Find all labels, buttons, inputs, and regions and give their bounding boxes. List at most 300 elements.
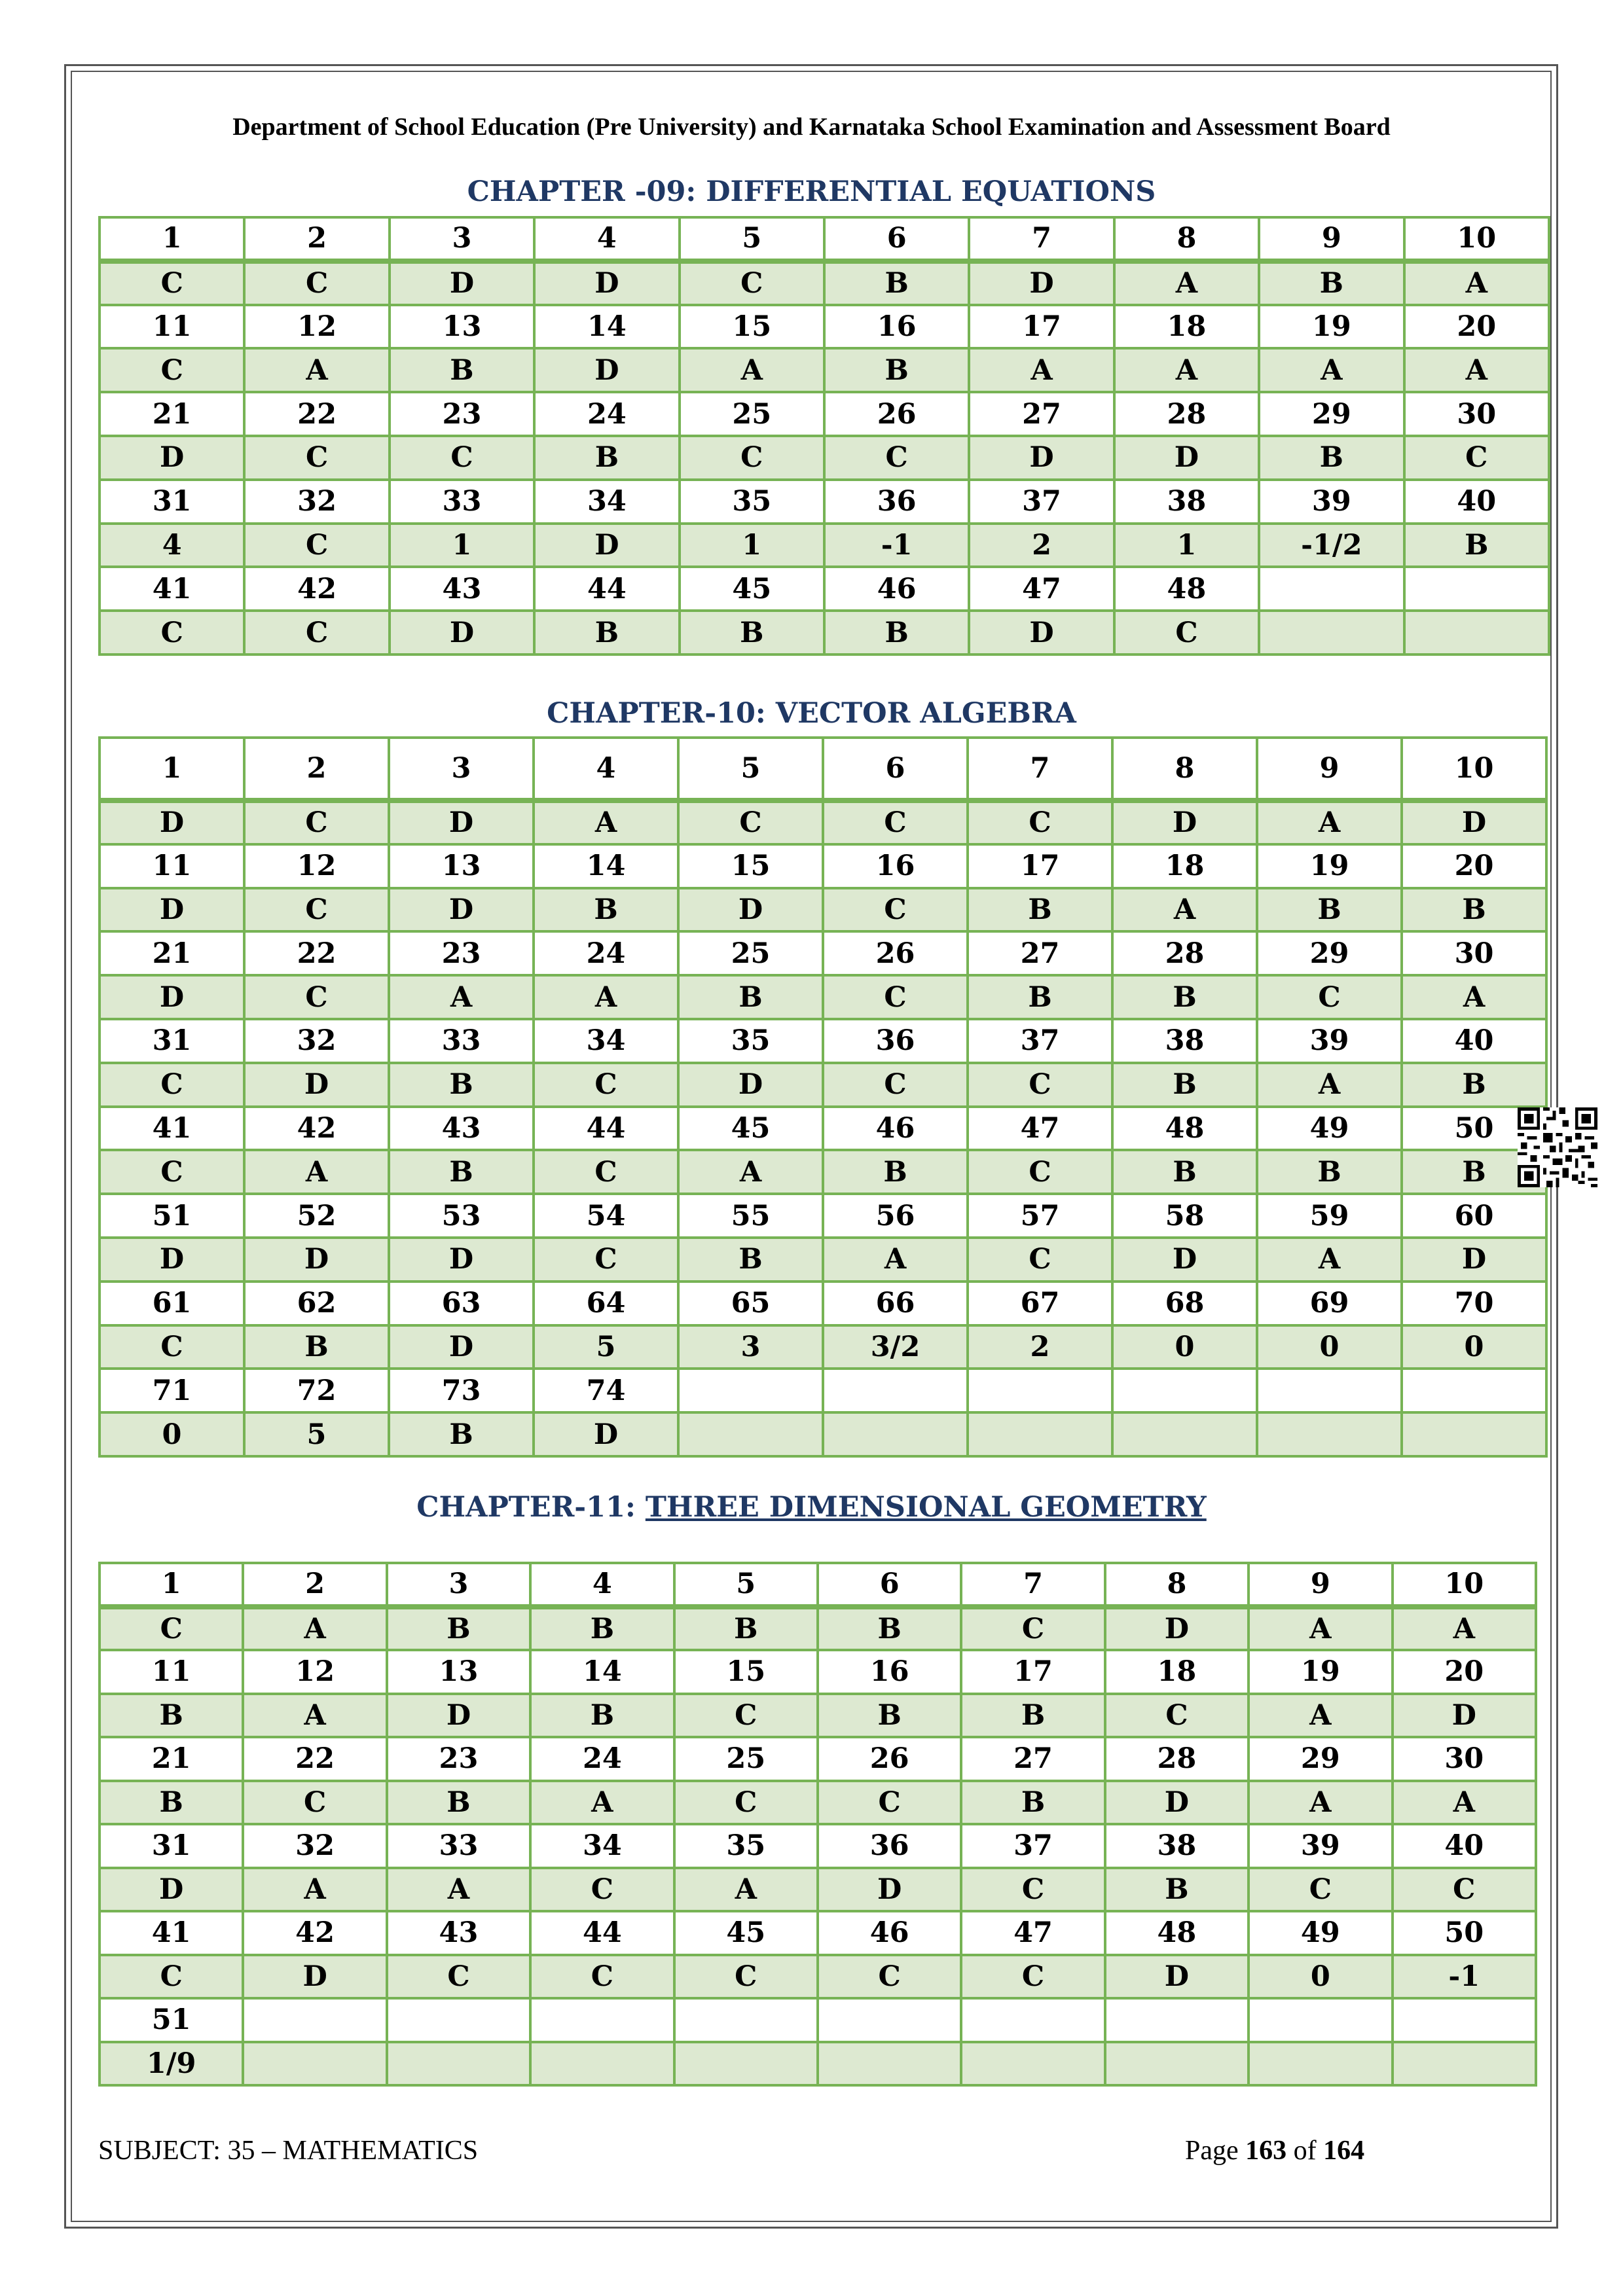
answer-cell: C [244,261,389,305]
question-number-cell: 36 [818,1824,961,1868]
question-number-cell: 69 [1257,1282,1402,1325]
answer-cell: A [243,1694,386,1738]
answer-cell: C [100,1955,243,1999]
answer-cell: C [968,1150,1112,1194]
chapter-10-title-main: VECTOR ALGEBRA [775,697,1076,730]
answer-cell: C [100,611,244,655]
answer-cell: C [678,800,823,844]
question-number-cell: 25 [674,1737,818,1781]
question-number-cell [1259,567,1404,611]
answer-cell: -1/2 [1259,524,1404,567]
question-number-cell: 32 [244,480,389,524]
answer-cell: A [1404,348,1549,392]
answer-cell: A [244,348,389,392]
answer-cell: A [387,1868,530,1912]
answer-cell: C [823,1063,968,1107]
question-number-row [100,1107,1546,1151]
answer-cell: C [1393,1868,1536,1912]
question-number-cell: 62 [244,1282,389,1325]
answer-cell: B [1112,1150,1257,1194]
question-number-cell: 33 [387,1824,530,1868]
question-number-cell: 16 [818,1650,961,1694]
answer-cell: C [530,1955,674,1999]
answer-cell: A [1259,348,1404,392]
answer-cell: C [674,1781,818,1825]
answer-cell: B [1404,524,1549,567]
answer-cell: A [1249,1781,1392,1825]
answer-cell: C [534,1063,678,1107]
question-number-cell: 27 [969,392,1114,436]
question-number-cell [818,1998,961,2042]
answer-cell: D [389,888,534,932]
chapter-11-title-main: THREE DIMENSIONAL GEOMETRY [645,1491,1207,1524]
answer-cell: 1/9 [100,2042,243,2086]
answer-cell: C [534,1150,678,1194]
answer-cell [968,1412,1112,1456]
question-number-row [100,567,1549,611]
question-number-row [100,217,1549,261]
answer-cell: A [1393,1607,1536,1651]
answer-cell: A [680,348,824,392]
question-number-cell [1404,567,1549,611]
answer-cell: D [389,1238,534,1282]
question-number-cell [1105,1998,1249,2042]
question-number-cell [1402,1369,1546,1412]
answer-cell [1249,2042,1392,2086]
question-number-cell: 71 [100,1369,244,1412]
question-number-cell: 24 [534,392,679,436]
question-number-cell: 21 [100,931,244,975]
answer-cell: B [1112,1063,1257,1107]
question-number-cell: 34 [534,480,679,524]
answer-cell: B [387,1781,530,1825]
question-number-cell: 38 [1114,480,1259,524]
answer-cell: 3/2 [823,1325,968,1369]
answer-cell: B [968,975,1112,1019]
answer-cell: 2 [968,1325,1112,1369]
question-number-cell: 25 [678,931,823,975]
question-number-cell: 26 [823,931,968,975]
question-number-cell: 45 [678,1107,823,1151]
question-number-cell: 12 [244,844,389,888]
answer-cell: B [961,1694,1104,1738]
answer-cell: B [818,1607,961,1651]
answer-cell: C [244,436,389,480]
answer-cell: B [1259,261,1404,305]
question-number-cell: 21 [100,1737,243,1781]
answer-cell: -1 [824,524,969,567]
question-number-cell: 46 [818,1911,961,1955]
answer-cell: C [961,1607,1104,1651]
answer-cell: D [1105,1607,1249,1651]
answer-cell: C [100,348,244,392]
question-number-cell: 46 [823,1107,968,1151]
qr-code-icon[interactable] [1518,1107,1597,1187]
answer-row [100,261,1549,305]
answer-row [100,1150,1546,1194]
footer-page-prefix: Page [1185,2136,1246,2166]
answer-cell: A [243,1868,386,1912]
answer-cell: D [534,524,679,567]
question-number-row [100,1824,1536,1868]
chapter-09-title-main: DIFFERENTIAL EQUATIONS [706,175,1156,208]
question-number-cell: 49 [1257,1107,1402,1151]
question-number-cell: 4 [534,217,679,261]
answer-cell: B [824,261,969,305]
answer-cell [1105,2042,1249,2086]
question-number-cell: 34 [530,1824,674,1868]
answer-cell: C [244,888,389,932]
answer-cell: B [824,348,969,392]
answer-cell: A [1114,261,1259,305]
answer-cell: A [1112,888,1257,932]
question-number-cell: 5 [680,217,824,261]
question-number-cell: 48 [1112,1107,1257,1151]
question-number-cell: 1 [100,738,244,800]
question-number-cell: 38 [1105,1824,1249,1868]
answer-cell: C [244,975,389,1019]
question-number-cell: 2 [243,1563,386,1607]
question-number-cell: 54 [534,1194,678,1238]
question-number-cell: 8 [1114,217,1259,261]
question-number-cell: 63 [389,1282,534,1325]
answer-cell: A [969,348,1114,392]
question-number-cell: 14 [530,1650,674,1694]
answer-cell: C [100,1063,244,1107]
question-number-cell: 14 [534,844,678,888]
chapter-11-title-prefix: CHAPTER-11: [416,1491,646,1524]
question-number-row [100,1737,1536,1781]
answer-cell: C [823,888,968,932]
question-number-cell: 42 [243,1911,386,1955]
question-number-cell [530,1998,674,2042]
question-number-cell: 44 [530,1911,674,1955]
question-number-cell: 40 [1404,480,1549,524]
question-number-cell: 5 [678,738,823,800]
question-number-row [100,1998,1536,2042]
question-number-cell: 6 [824,217,969,261]
answer-cell: B [1105,1868,1249,1912]
question-number-cell: 3 [389,738,534,800]
answer-cell: D [244,1063,389,1107]
question-number-cell: 41 [100,1911,243,1955]
footer-page-current: 163 [1245,2136,1287,2166]
answer-cell: B [1402,888,1546,932]
question-number-cell [243,1998,386,2042]
answer-cell: B [818,1694,961,1738]
question-number-cell: 16 [824,305,969,349]
question-number-cell: 39 [1257,1019,1402,1063]
answer-row [100,1694,1536,1738]
answer-cell: B [1402,1150,1546,1194]
question-number-cell: 48 [1114,567,1259,611]
question-number-row [100,1911,1536,1955]
answer-cell: D [1105,1955,1249,1999]
question-number-cell: 51 [100,1194,244,1238]
answer-cell: D [100,800,244,844]
answer-cell: B [389,1412,534,1456]
answer-cell [823,1412,968,1456]
question-number-cell: 15 [678,844,823,888]
question-number-cell: 17 [961,1650,1104,1694]
answer-cell: B [530,1607,674,1651]
question-number-cell: 18 [1112,844,1257,888]
answer-cell: A [1257,1238,1402,1282]
question-number-cell: 36 [824,480,969,524]
answer-cell: B [389,1063,534,1107]
answer-cell: 3 [678,1325,823,1369]
question-number-cell: 5 [674,1563,818,1607]
answer-cell: B [1402,1063,1546,1107]
answer-cell: D [969,261,1114,305]
answer-cell: C [818,1781,961,1825]
question-number-row [100,392,1549,436]
question-number-cell: 45 [680,567,824,611]
chapter-09-title [0,175,1623,208]
answer-cell: B [678,975,823,1019]
answer-cell: D [100,1238,244,1282]
question-number-cell: 35 [678,1019,823,1063]
answer-cell: C [968,800,1112,844]
question-number-cell: 22 [244,931,389,975]
question-number-cell: 52 [244,1194,389,1238]
question-number-cell: 19 [1257,844,1402,888]
answer-row [100,1412,1546,1456]
question-number-cell: 13 [389,844,534,888]
question-number-cell: 8 [1105,1563,1249,1607]
question-number-cell: 17 [968,844,1112,888]
answer-cell: D [100,888,244,932]
answer-cell: 5 [244,1412,389,1456]
answer-cell: A [534,975,678,1019]
answer-cell: C [387,1955,530,1999]
answer-cell: 5 [534,1325,678,1369]
answer-cell: D [1105,1781,1249,1825]
answer-row [100,1063,1546,1107]
question-number-cell: 13 [387,1650,530,1694]
question-number-cell: 32 [244,1019,389,1063]
question-number-cell: 11 [100,1650,243,1694]
answer-cell: C [824,436,969,480]
question-number-cell: 34 [534,1019,678,1063]
answer-cell: D [818,1868,961,1912]
question-number-cell: 51 [100,1998,243,2042]
answer-cell: B [100,1694,243,1738]
answer-cell: A [530,1781,674,1825]
question-number-cell: 6 [818,1563,961,1607]
answer-cell: B [387,1607,530,1651]
answer-cell: D [1402,1238,1546,1282]
question-number-cell: 67 [968,1282,1112,1325]
answer-cell: C [100,1150,244,1194]
answer-cell: -1 [1393,1955,1536,1999]
chapter-10-answer-table [98,736,1548,1458]
answer-cell [1257,1412,1402,1456]
question-number-cell: 4 [530,1563,674,1607]
answer-cell: 0 [1257,1325,1402,1369]
question-number-cell: 19 [1249,1650,1392,1694]
answer-cell: A [534,800,678,844]
question-number-cell: 40 [1402,1019,1546,1063]
answer-cell: D [1402,800,1546,844]
question-number-cell: 30 [1404,392,1549,436]
question-number-cell: 43 [390,567,534,611]
answer-cell: C [244,611,389,655]
answer-cell: D [678,1063,823,1107]
footer-subject: SUBJECT: 35 – MATHEMATICS [98,2136,479,2166]
answer-row [100,436,1549,480]
question-number-cell: 9 [1259,217,1404,261]
question-number-cell: 27 [961,1737,1104,1781]
answer-row [100,800,1546,844]
answer-cell: A [1404,261,1549,305]
answer-row [100,1238,1546,1282]
chapter-11-answer-table [98,1562,1537,2087]
question-number-row [100,844,1546,888]
answer-row [100,524,1549,567]
question-number-cell: 58 [1112,1194,1257,1238]
question-number-cell: 16 [823,844,968,888]
answer-cell: D [678,888,823,932]
answer-cell: B [534,888,678,932]
footer-page-of: of [1286,2136,1324,2166]
answer-cell [1112,1412,1257,1456]
question-number-cell: 50 [1393,1911,1536,1955]
question-number-cell: 41 [100,1107,244,1151]
question-number-cell: 37 [969,480,1114,524]
answer-cell: 1 [390,524,534,567]
question-number-cell: 32 [243,1824,386,1868]
answer-cell: 0 [1249,1955,1392,1999]
answer-cell: 4 [100,524,244,567]
answer-cell: D [100,1868,243,1912]
answer-cell: C [100,1607,243,1651]
answer-cell: B [678,1238,823,1282]
answer-cell: C [968,1238,1112,1282]
answer-row [100,1868,1536,1912]
question-number-cell: 11 [100,844,244,888]
question-number-cell: 48 [1105,1911,1249,1955]
question-number-cell: 59 [1257,1194,1402,1238]
answer-cell [387,2042,530,2086]
question-number-cell: 53 [389,1194,534,1238]
answer-cell: A [674,1868,818,1912]
question-number-cell: 20 [1402,844,1546,888]
question-number-cell: 55 [678,1194,823,1238]
question-number-cell: 37 [961,1824,1104,1868]
answer-cell: C [674,1955,818,1999]
answer-cell: C [961,1868,1104,1912]
question-number-cell: 35 [674,1824,818,1868]
answer-cell: A [1249,1607,1392,1651]
answer-cell: C [244,524,389,567]
question-number-cell: 73 [389,1369,534,1412]
answer-cell: C [961,1955,1104,1999]
question-number-cell [1249,1998,1392,2042]
question-number-cell: 8 [1112,738,1257,800]
question-number-cell: 33 [389,1019,534,1063]
question-number-cell: 31 [100,1019,244,1063]
answer-cell: B [1257,1150,1402,1194]
answer-cell: B [389,1150,534,1194]
answer-cell [818,2042,961,2086]
answer-cell: C [1404,436,1549,480]
question-number-cell: 1 [100,217,244,261]
question-number-cell: 36 [823,1019,968,1063]
answer-cell: C [680,261,824,305]
question-number-cell: 19 [1259,305,1404,349]
question-number-cell: 43 [389,1107,534,1151]
answer-cell: B [390,348,534,392]
answer-cell: D [969,611,1114,655]
question-number-cell: 72 [244,1369,389,1412]
answer-cell: C [818,1955,961,1999]
answer-cell: 0 [100,1412,244,1456]
answer-cell [1393,2042,1536,2086]
answer-cell [1402,1412,1546,1456]
answer-cell: C [1114,611,1259,655]
question-number-cell: 25 [680,392,824,436]
question-number-cell: 2 [244,738,389,800]
question-number-cell: 42 [244,567,389,611]
question-number-cell: 10 [1404,217,1549,261]
question-number-cell: 14 [534,305,679,349]
question-number-cell: 46 [824,567,969,611]
answer-cell: A [1257,800,1402,844]
question-number-cell: 57 [968,1194,1112,1238]
question-number-cell: 38 [1112,1019,1257,1063]
answer-cell: C [823,975,968,1019]
answer-cell: D [389,800,534,844]
answer-cell: D [389,1325,534,1369]
question-number-cell: 30 [1402,931,1546,975]
question-number-cell: 47 [961,1911,1104,1955]
question-number-row [100,1019,1546,1063]
answer-cell: B [823,1150,968,1194]
footer-page-number [1185,2135,1364,2166]
answer-cell: C [534,1238,678,1282]
answer-cell: B [534,436,679,480]
question-number-cell: 56 [823,1194,968,1238]
question-number-cell: 61 [100,1282,244,1325]
question-number-cell: 24 [530,1737,674,1781]
answer-cell [961,2042,1104,2086]
question-number-cell: 39 [1259,480,1404,524]
question-number-cell: 15 [680,305,824,349]
question-number-cell: 20 [1404,305,1549,349]
answer-cell: B [680,611,824,655]
answer-cell: A [244,1150,389,1194]
question-number-cell: 4 [534,738,678,800]
answer-cell: C [968,1063,1112,1107]
question-number-cell: 7 [968,738,1112,800]
question-number-cell: 42 [244,1107,389,1151]
question-number-cell: 74 [534,1369,678,1412]
answer-row [100,888,1546,932]
question-number-cell [1112,1369,1257,1412]
question-number-cell: 6 [823,738,968,800]
question-number-cell: 49 [1249,1911,1392,1955]
question-number-cell: 10 [1402,738,1546,800]
answer-cell: B [824,611,969,655]
answer-row [100,975,1546,1019]
answer-cell [674,2042,818,2086]
answer-cell: C [100,261,244,305]
question-number-cell [387,1998,530,2042]
question-number-cell: 29 [1249,1737,1392,1781]
answer-cell: 1 [680,524,824,567]
question-number-cell: 3 [387,1563,530,1607]
